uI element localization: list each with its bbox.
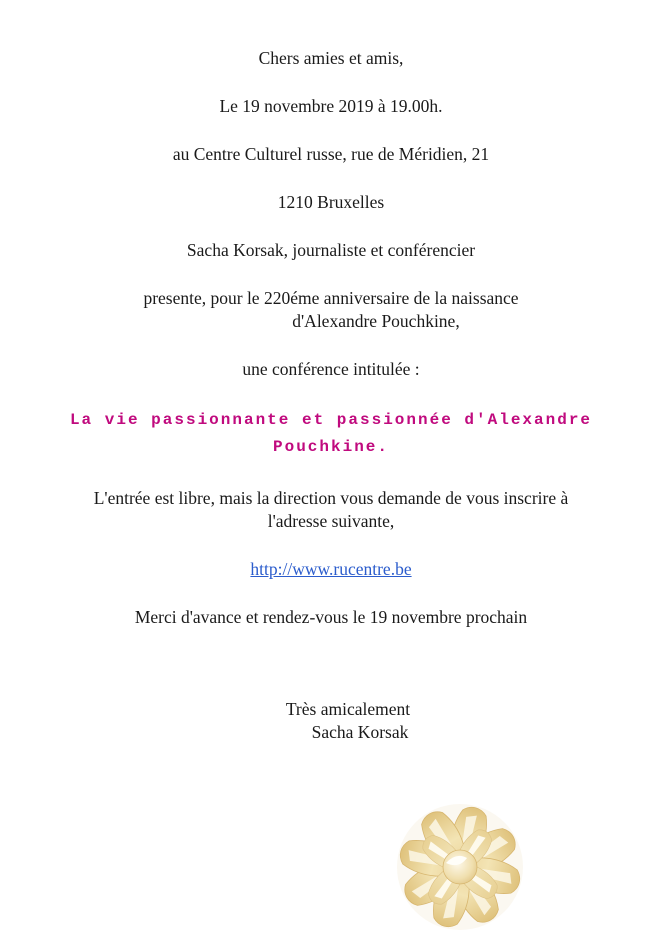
conference-title-line-2: Pouchkine. <box>272 438 389 456</box>
entry-paragraph <box>0 487 662 533</box>
entry-line-2: l'adresse suivante, <box>267 511 395 531</box>
presentation-paragraph <box>0 287 662 333</box>
closing-signature: Sacha Korsak <box>311 722 409 742</box>
closing-line-1: Très amicalement <box>285 699 411 719</box>
conference-intro-line: une conférence intitulée : <box>242 359 420 379</box>
thanks-line: Merci d'avance et rendez-vous le 19 novembre prochain <box>134 607 528 627</box>
vertical-spacer <box>0 654 662 673</box>
presentation-line-1: presente, pour le 220éme anniversaire de la naissance <box>143 288 519 308</box>
date-line: Le 19 novembre 2019 à 19.00h. <box>219 96 443 116</box>
link-paragraph <box>0 558 662 581</box>
registration-link[interactable]: http://www.rucentre.be <box>250 559 412 579</box>
presentation-line-2: d'Alexandre Pouchkine, <box>292 311 460 331</box>
greeting-line: Chers amies et amis, <box>258 48 404 68</box>
closing-paragraph <box>0 698 662 744</box>
bow-image-container <box>0 793 662 940</box>
city-line: 1210 Bruxelles <box>277 192 385 212</box>
entry-line-1: L'entrée est libre, mais la direction vous demande de vous inscrire à <box>93 488 569 508</box>
venue-line: au Centre Culturel russe, rue de Méridien, 21 <box>172 144 490 164</box>
speaker-line: Sacha Korsak, journaliste et conférencier <box>186 240 476 260</box>
conference-title-line-1: La vie passionnante et passionnée d'Alexandre <box>69 411 593 429</box>
invitation-document <box>0 47 662 940</box>
gift-bow-image <box>396 793 528 935</box>
conference-title <box>0 407 662 461</box>
